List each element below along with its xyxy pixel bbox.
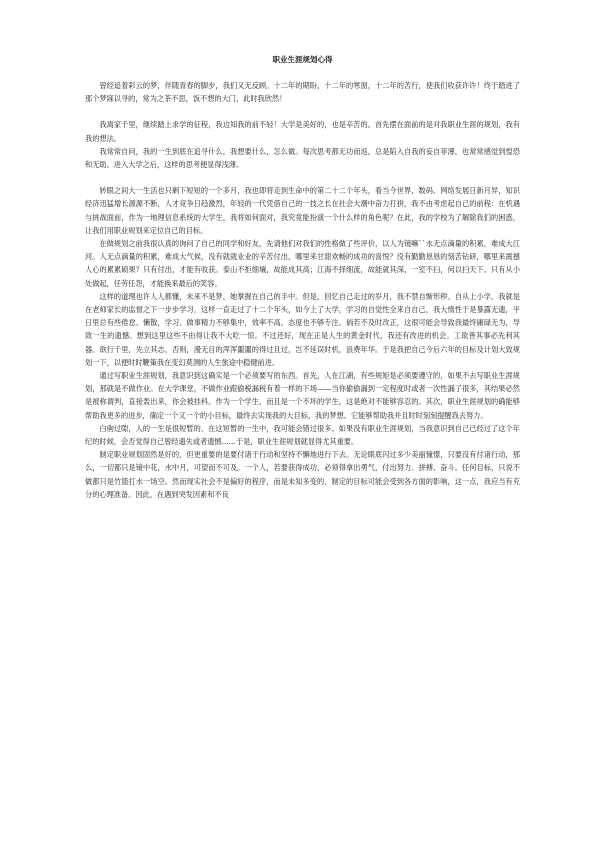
paragraph-journey: 我离家千里，继续踏上求学的征程，我边知我的前不轻！大学是美好的，也是辛苦的。首先摆在面前的是对我职业生涯的规划，我有我的想法。 (85, 120, 520, 143)
paragraph-time: 白驹过隙，人的一生是很短暂的。在这短暂的一生中，我可能会错过很多。如果没有职业生涯规划，当我意识到自己已经过了这个年纪的时候，会否觉得自己曾经遗失或者遗憾……于是，职业生涯规划就显得尤其重要。 (85, 423, 520, 447)
paragraph-self-question: 我常常自问，我的一生到底在追寻什么，我想要什么，怎么做。每次思考都无功而返，总是陷入自我的妄自菲薄，也常常感觉到惶恐和无助。进入大学之后，这样的思考便显得浅薄。 (85, 146, 520, 170)
paragraph-planning: 在做规划之前我很认真的询问了自己的同学和好友，先请他们对我们的性格做了些评价，以人为镜嘛``水无点滴量的积累，难成大江河。人无点滴量的积累，难成大气候，没有就就业业的辛苦付出，哪里来甘甜欢畅的成功的喜悦？没有勤勤恳恳的刻苦钻研，哪里来震撼人心的累累硕果？只有付出，才能有收获。泰山不拒细壤，故能成其高；江海不择细流，故能就其深，一室不扫，何以扫天下。只有从小处做起，任劳任怨，才能换来最后的笑容。 (85, 239, 520, 288)
document-page (85, 55, 520, 501)
document-title: 职业生涯规划心得 (272, 55, 333, 64)
paragraph-world-context: 转眼之间大一生活也只剩下短短的一个多月，我也即将走到生命中的第二十二个年头，看当今世界，数码、网络发展日新月异，知识经济迅猛增长源源不断，人才竞争日趋激烈，年轻的一代凭借自己的一技之长在社会大潮中奋力打拼，我不由考虑起自己的前程：在机遇与挑战面前，作为一地理信息系统的大学生，我将如何面对，我究竟能扮演一个什么样的角色呢？在此，我的学校为了解除我们的困惑，让我们用职业规划来定位自己的目标。 (85, 186, 520, 235)
paragraph-necessity: 通过写职业生涯规划，我意识到这确实是一个必须要写的东西。首先，人在江湖，有些规矩是必须要遵守的，如果不去写职业生涯规划，那就是不做作业。在大学课堂，不做作业跟偷税漏税有着一样的下场——当你偷偷漏到一定程度时或者一次性漏了很多，其结果必然是被称谓判，直接轰出来，你会被挂科。作为一个学生，而且是一个不坏的学生，这是绝对不能够容忍的。其次，职业生涯规划的确能够帮助我更多的进步，确定一个又一个的小目标，最终去实现我的大目标，我的梦想。它能够帮助我并且时时刻刻提醒我去努力。 (85, 371, 520, 420)
paragraph-intro: 曾经追着彩云的梦，伴随青春的脚步，我们又无反顾。十二年的期盼，十二年的寒窗，十二年的苦行，使我们收获许许！终于踏进了那个梦寐以寻的，常为之茶不思，饭不想的大门，此时我欣然！ (85, 81, 520, 104)
paragraph-reflection: 这样的道理也许人人都懂，未来不是梦，她掌握在自己的手中。但是，回忆自己走过的岁月，我不禁自惭形秽。自从上小学，我就是在老师家长的监督之下一步步学习，这样一直走过了十二个年头，如今上了大学，学习的自觉性全来自自己，我大惰性于是暴露无遗，平日里总有些倦怠、懒散，学习、做事精力不够集中，效率不高，态度也不够专注。倘若不及时改正，这很可能会导致我最终庸碌无为，导致一生的遗憾。想到这里这些不由得让我不大吃一惊。不过还好，现在正是人生的黄金时代，我还有改进的机会。工欲善其事必先利其器。欲行千里，先立其志，否则，漫无目的浑浑噩噩的得过且过，岂不延误时机，浪费年华。于是我把自己今后六年的目标及计划大致规划一下，以便时时鞭策我在变幻莫测的人生旅途中稳健前进。 (85, 291, 520, 367)
paragraph-action: 制定职业规划固然是好的，但更重要的是要付诸于行动和坚持不懈地进行下去。无论眼底闪过多少美丽憧憬，只要没有付诸行动，那么，一切都只是镜中花，水中月，可望而不可及。一个人，若要获得成功，必须得拿出勇气，付出努力、拼搏、奋斗。任何目标，只说不做都只是竹篮打水一场空。然而现实社会不是偏好的程序，而是未知多变的，制定的目标可能会受到各方面的影响，这一点，我应当有充分的心理准备。因此，在遇到突发因素和不良 (85, 450, 520, 499)
